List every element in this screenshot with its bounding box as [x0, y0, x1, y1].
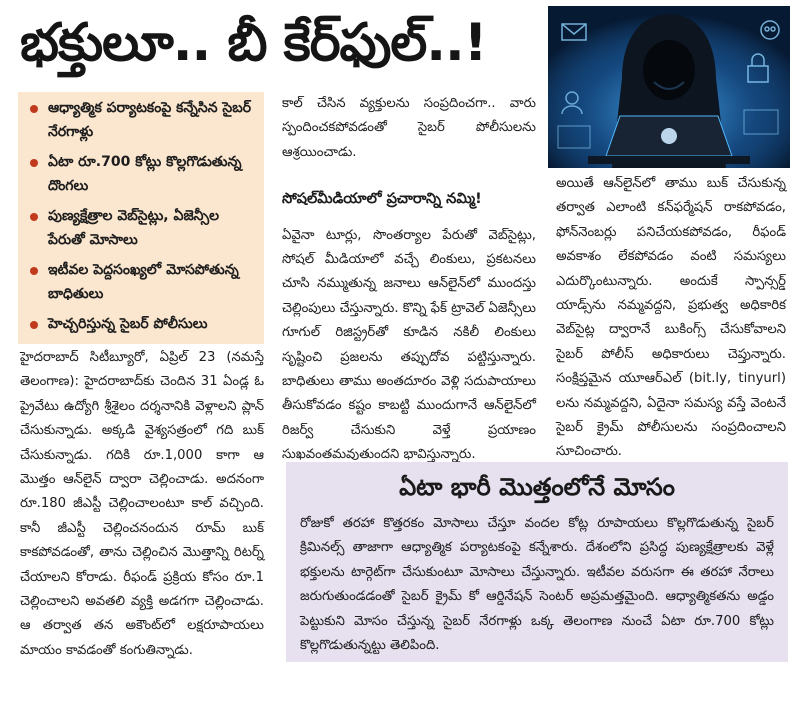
highlights-box — [18, 92, 264, 344]
bullet-icon — [30, 321, 38, 329]
highlight-item — [30, 150, 256, 198]
highlight-text: ఇటీవల పెద్దసంఖ్యలో మోసపోతున్న బాధితులు — [48, 262, 239, 302]
article-paragraph: కాల్ చేసిన వ్యక్తులను సంప్రదించగా.. వారు స్పందించకపోవడంతో సైబర్ పోలీసులను ఆశ్రయించాడు. — [282, 96, 536, 160]
bullet-icon — [30, 105, 38, 113]
article-paragraph: ఏవైనా టూర్లు, సొంతర్యాల పేరుతో వెబ్‌సైట్లు, సోషల్ మీడియాలో వచ్చే లింకులు, ప్రకటనలు చూసి నమ్ముతున్న జనాలు ఆన్‌లైన్‌లో ముందస్తు చెల్లింపులు చేస్తున్నారు. కొన్ని ఫేక్ ట్రావెల్ ఏజెన్సీలు గూగుల్ రిజిస్ట్రర్‌తో కూడిన నకిలీ లింకులు సృష్టించి ప్రజలను తప్పుదోవ పట్టిస్తున్నారు. బాధితులు తాము అంతదూరం వెళ్లి సదుపాయాలు తీసుకోవడం కష్టం కాబట్టి ముందుగానే ఆన్‌లైన్‌లో రిజర్వ్ చేసుకుని వెళ్తే ప్రయాణం సుఖవంతమవుతుందని భావిస్తున్నారు. — [282, 227, 536, 463]
box-paragraph: రోజుకో తరహా కొత్తరకం మోసాలు చేస్తూ వందల కోట్ల రూపాయలు కొల్లగొడుతున్న సైబర్ క్రిమినల్స్ తాజాగా ఆధ్యాత్మిక పర్యాటకంపై కన్నేశారు. దేశంలోని ప్రసిద్ధ పుణ్యక్షేత్రాలకు వెళ్లే భక్తులను టార్గెట్‌గా చేసుకుంటూ మోసాలు చేస్తున్నారు. ఇటీవల వరుసగా ఈ తరహా నేరాలు జరుగుతుండడంతో సైబర్ క్రైమ్ కో ఆర్డినేషన్ సెంటర్ అప్రమత్తమైంది. ఆధ్యాత్మికతను అడ్డం పెట్టుకుని మోసం చేస్తున్న సైబర్ నేరగాళ్లు ఒక్క తెలంగాణ నుంచే ఏటా రూ.700 కోట్లు కొల్లగొడుతున్నట్టు తెలిపింది. — [300, 516, 774, 654]
highlight-item — [30, 96, 256, 144]
article-column-1 — [20, 346, 264, 666]
article-paragraph: హైదరాబాద్ సిటీబ్యూరో, ఏప్రిల్ 23 (నమస్తే తెలంగాణ): హైదరాబాద్‌కు చెందిన 31 ఏండ్ల ఓ ప్రైవేటు ఉద్యోగి శ్రీశైలం దర్శనానికి వెళ్లాలని ప్లాన్ చేసుకున్నాడు. అక్కడి వైశ్యసత్రంలో గది బుక్ చేసుకున్నాడు. గదికి రూ.1,000 కాగా ఆ మొత్తం ఆన్‌లైన్ ద్వారా చెల్లించాడు. అదనంగా రూ.180 జీఎస్టీ చెల్లించాలంటూ కాల్ వచ్చింది. కానీ జీఎస్టీ చెల్లించనందున రూమ్ బుక్ కాకపోవడంతో, తాను చెల్లించిన మొత్తాన్ని రిటర్న్ చేయాలని కోరాడు. రీఫండ్ ప్రక్రియ కోసం రూ.1 చెల్లించాలని అవతలి వ్యక్తి అడగగా చెల్లించాడు. ఆ తర్వాత తన అకౌంట్‌లో లక్షరూపాయలు మాయం కావడంతో కంగుతిన్నాడు. — [20, 350, 264, 658]
subheading: సోషల్‌మీడియాలో ప్రచారాన్ని నమ్మి! — [282, 191, 482, 208]
highlight-text: హెచ్చరిస్తున్న సైబర్ పోలీసులు — [48, 316, 208, 332]
article-column-2 — [282, 92, 536, 463]
bullet-icon — [30, 213, 38, 221]
highlight-text: ఆధ్యాత్మిక పర్యాటకంపై కన్నేసిన సైబర్ నేరగాళ్లు — [48, 100, 252, 140]
article-column-3 — [556, 172, 786, 460]
highlight-item — [30, 204, 256, 252]
headline: భక్తులూ.. బీ కేర్‌ఫుల్..! — [20, 13, 487, 73]
article-paragraph: అయితే ఆన్‌లైన్‌లో తాము బుక్ చేసుకున్న తర్వాత ఎలాంటి కన్‌ఫర్మేషన్ రాకపోవడం, ఫోన్‌నెంబర్లు పనిచేయకపోవడం, రీఫండ్ అవకాశం లేకపోవడం వంటి సమస్యలు ఎదుర్కొంటున్నారు. అందుకే స్పాన్సర్డ్ యాడ్స్‌ను నమ్మవద్దని, ప్రభుత్వ అధికారిక వెబ్‌సైట్ల ద్వారానే బుకింగ్స్ చేసుకోవాలని సైబర్ పోలీస్ అధికారులు చెప్తున్నారు. సంక్షిప్తమైన యూఆర్‌ఎల్ (bit.ly, tinyurl) లను నమ్మవద్దని, ఏదైనా సమస్య వస్తే వెంటనే సైబర్ క్రైమ్ పోలీసులను సంప్రదించాలని సూచించారు. — [556, 176, 786, 460]
highlight-text: పుణ్యక్షేత్రాల వెబ్‌సైట్లు, ఏజెన్సీల పేరుతో మోసాలు — [48, 208, 220, 248]
bullet-icon — [30, 159, 38, 167]
highlight-text: ఏటా రూ.700 కోట్లు కొల్లగొడుతున్న దొంగలు — [48, 154, 242, 194]
bullet-icon — [30, 267, 38, 275]
hacker-photo — [548, 6, 790, 168]
highlight-item — [30, 258, 256, 306]
sidebar-box — [286, 462, 788, 662]
box-title: ఏటా భారీ మొత్తంలోనే మోసం — [399, 473, 675, 501]
highlight-item — [30, 312, 256, 336]
